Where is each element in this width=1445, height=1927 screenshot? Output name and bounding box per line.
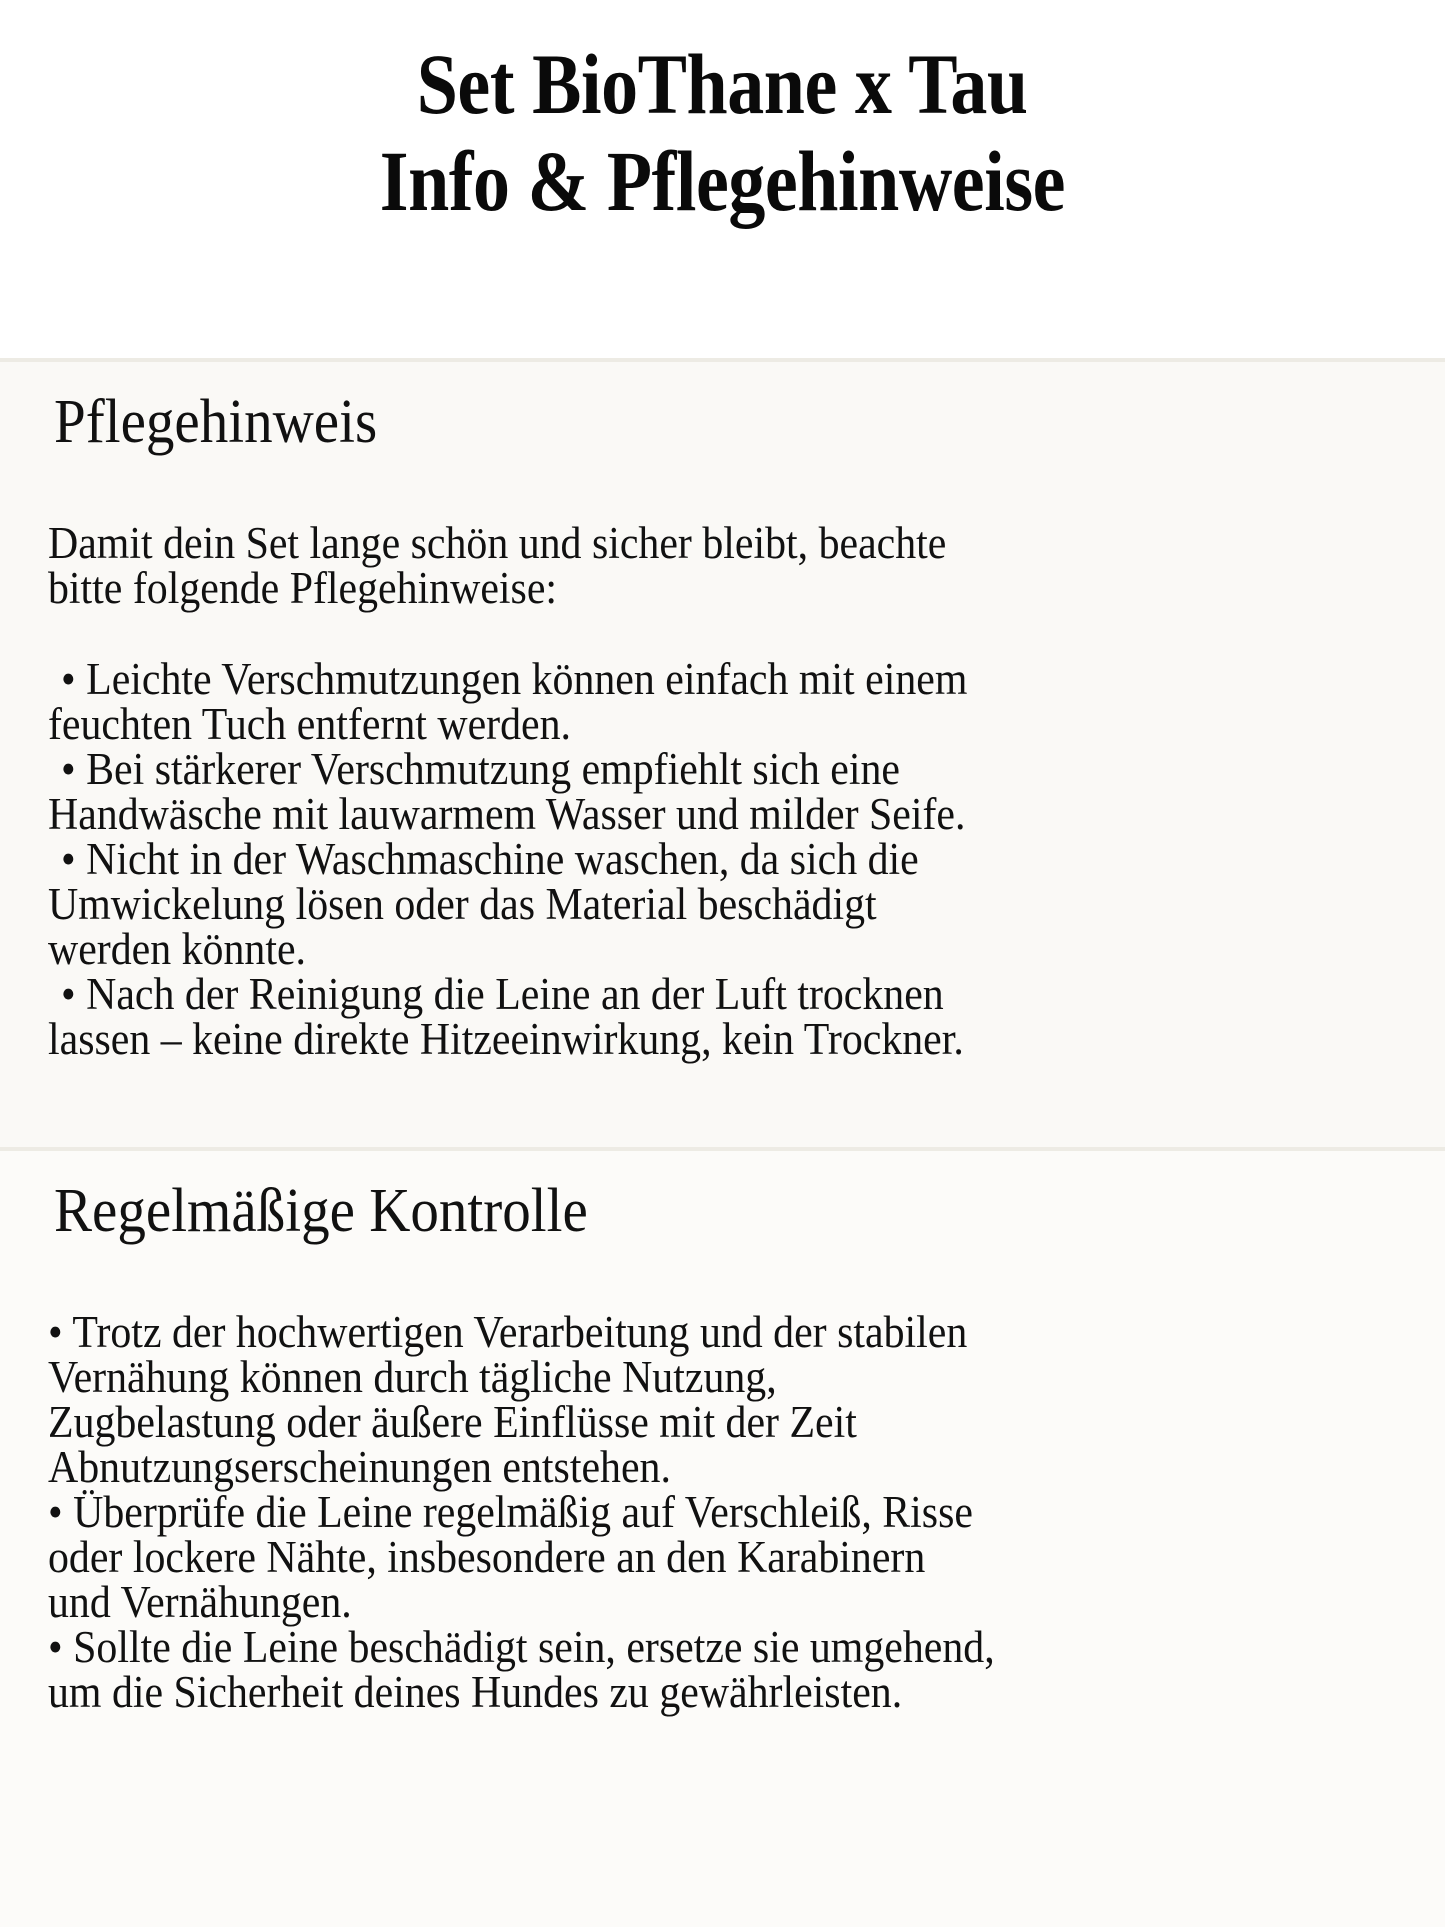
list-item [48,1307,1405,1493]
section-regelmaessige-kontrolle [0,1151,1445,1927]
section-heading-pflegehinweis: Pflegehinweis [54,388,378,456]
bullet-line: werden könnte. [48,924,306,975]
spacer [48,463,1405,521]
section-body-pflegehinweis [48,463,1405,1065]
bullet-line: Abnutzungserscheinungen entstehen. [48,1442,671,1493]
document-header [0,0,1445,358]
list-item [48,1622,1405,1718]
bullet-line: und Vernähungen. [48,1577,352,1628]
bullet-line: Vernähung können durch tägliche Nutzung, [48,1352,777,1403]
bullet-line: feuchten Tuch entfernt werden. [48,699,571,750]
bullet-line: • Überprüfe die Leine regelmäßig auf Verschleiß, Risse [48,1487,973,1538]
section-body-regelmaessige-kontrolle [48,1252,1405,1718]
spacer [48,611,1405,657]
bullet-line: • Sollte die Leine beschädigt sein, ersetze sie umgehend, [48,1622,995,1673]
page-title-line-2: Info & Pflegehinweise [379,133,1066,230]
list-item [48,969,1405,1065]
bullet-line: • Trotz der hochwertigen Verarbeitung und der stabilen [48,1307,968,1358]
bullet-line: Zugbelastung oder äußere Einflüsse mit der Zeit [48,1397,857,1448]
bullet-line: oder lockere Nähte, insbesondere an den Karabinern [48,1532,926,1583]
intro-line: Damit dein Set lange schön und sicher bleibt, beachte [48,518,947,569]
bullet-line: Umwickelung lösen oder das Material beschädigt [48,879,877,930]
list-item [48,834,1405,975]
section-pflegehinweis [0,362,1445,1147]
page-title-line-1: Set BioThane x Tau [417,36,1028,132]
section-heading-regelmaessige-kontrolle: Regelmäßige Kontrolle [54,1177,588,1245]
intro-paragraph [48,518,1405,614]
intro-line: bitte folgende Pflegehinweise: [48,563,558,614]
bullet-line: • Bei stärkerer Verschmutzung empfiehlt sich eine [61,744,901,795]
bullet-line: • Nach der Reinigung die Leine an der Luft trocknen [61,969,944,1020]
list-item [48,744,1405,840]
bullet-line: lassen – keine direkte Hitzeeinwirkung, kein Trockner. [48,1014,964,1065]
bullet-line: Handwäsche mit lauwarmem Wasser und milder Seife. [48,789,966,840]
list-item [48,654,1405,750]
list-item [48,1487,1405,1628]
bullet-line: • Nicht in der Waschmaschine waschen, da sich die [61,834,919,885]
bullet-line: • Leichte Verschmutzungen können einfach mit einem [61,654,968,705]
spacer [48,1252,1405,1310]
bullet-line: um die Sicherheit deines Hundes zu gewährleisten. [48,1667,903,1718]
